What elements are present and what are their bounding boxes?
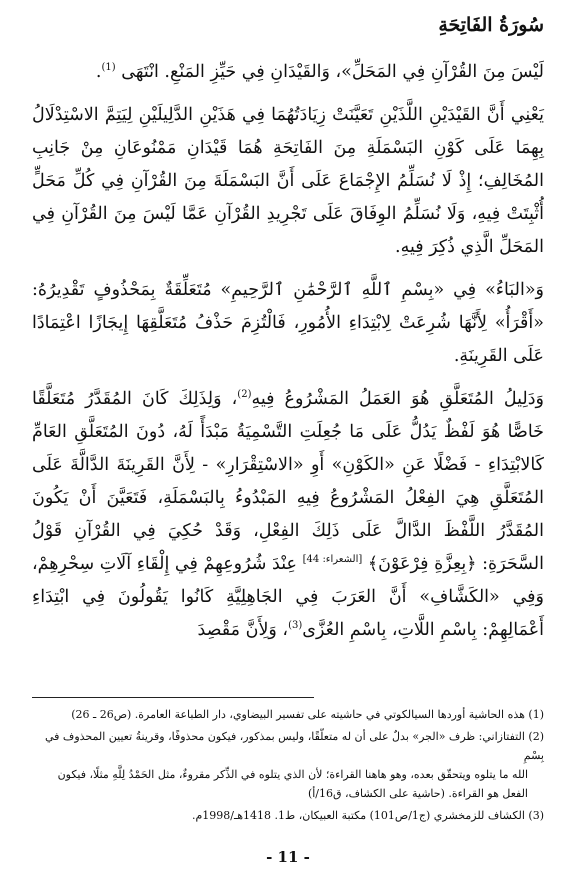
footnote-2-line-1: (2) التفتازاني: ظرف «الجر» بدلٌ على أن له متعلّقًا، وليس بمذكور، فيكون محذوفًا، وقرينةُ تعيين المحذوف في بِسْمِ (45, 730, 544, 762)
footnote-ref-2: (2) (237, 389, 252, 401)
paragraph-4-part-b: ، وَلِذَلِكَ كَانَ المُقَدَّرُ مُتَعَلَّقًا خَاصًّا هُوَ لَفْظٌ يَدُلُّ عَلَى مَا جُعِلَتِ التَّسْمِيَةُ مَبْدَأً لَهُ، دُونَ المُتَعَلَّقِ العَامِّ كَالابْتِدَاءِ - فَضْلًا عَنِ «الكَوْنِ» أَوِ «الاسْتِقْرَارِ» - لِأَنَّ القَرِينَةَ الدَّالَّةَ عَلَى المُتَعَلَّقِ هِيَ الفِعْلُ المَشْرُوعُ فِيهِ المَبْدُوءُ بِالبَسْمَلَةِ، فَتَعَيَّنَ أَنْ يَكُونَ المُقَدَّرُ اللَّفْظَ الدَّالَّ عَلَى ذَلِكَ الفِعْلِ، وَقَدْ حُكِيَ فِي القُرْآنِ قَوْلُ السَّحَرَةِ: ﴿بِعِزَّةِ فِرْعَوْنَ﴾ (32, 389, 544, 574)
paragraph-1 (32, 56, 544, 89)
page-number: - 11 - (266, 848, 310, 866)
paragraph-2: يَعْنِي أَنَّ القَيْدَيْنِ اللَّذَيْنِ تَعَيَّنَتْ زِيَادَتُهُمَا فِي هَذَيْنِ الدَّلِيلَيْنِ لِيَتِمَّ الاسْتِدْلَالُ بِهِمَا عَلَى كَوْنِ البَسْمَلَةِ مِنَ الفَاتِحَةِ هُمَا قَيْدَانِ مَمْنُوعَانِ مِنْ جَانِبِ المُخَالِفِ؛ إِذْ لَا نُسَلِّمُ الإِجْمَاعَ عَلَى أَنَّ البَسْمَلَةَ مِنَ القُرْآنِ فِي كُلِّ مَحَلٍّ أُثْبِتَتْ فِيهِ، وَلَا نُسَلِّمُ الوِفَاقَ عَلَى تَجْرِيدِ القُرْآنِ عَمَّا لَيْسَ مِنَ القُرْآنِ فِي المَحَلِّ الَّذِي ذُكِرَ فِيهِ. (32, 105, 544, 257)
footnote-ref-1: (1) (101, 62, 116, 74)
footnote-2 (32, 727, 544, 803)
footnote-3: (3) الكشاف للزمخشري (ج1/ص101) مكتبة العبيكان، ط1. 1418هـ/1998م. (191, 809, 544, 822)
paragraph-3: وَ«البَاءُ» فِي «بِسْمِ ٱللَّهِ ٱلرَّحْمَٰنِ ٱلرَّحِيمِ» مُتَعَلِّقَةٌ بِمَحْذُوفٍ تَقْدِيرُهُ: «أَقْرَأُ» لِأَنَّهَا شُرِعَتْ لِابْتِدَاءِ الأُمُورِ، فَالْتُزِمَ حَذْفُ مُتَعَلَّقِهَا إِيجَازًا اعْتِمَادًا عَلَى القَرِينَةِ. (32, 280, 544, 366)
footnote-1: (1) هذه الحاشية أوردها السيالكوتي في حاشيته على تفسير البيضاوي، دار الطباعة العامرة. (ص26 ـ 26) (71, 708, 544, 721)
paragraph-4-part-d: ، وَلِأَنَّ مَقْصِدَ (197, 620, 289, 640)
footnote-2-line-2: الله ما يتلوه ويتحقّق بعده، وهو هاهنا القراءة؛ لأن الذي يتلوه في الذِّكر مقروءٌ، مثل الحَمْدُ لِلَّهِ مثلًا، فيكون (57, 768, 528, 781)
footnotes-section (32, 705, 544, 828)
footnote-ref-3: (3) (288, 620, 303, 632)
paragraph-4 (32, 383, 544, 647)
footnote-divider (32, 697, 314, 698)
surah-header-title: سُورَةُ الفَاتِحَةِ (438, 14, 544, 36)
paragraph-4-part-c: عِنْدَ شُرُوعِهِمْ فِي إِلْقَاءِ آلَاتِ سِحْرِهِمْ، وَفِي «الكَشَّافِ» أَنَّ العَرَبَ فِي الجَاهِلِيَّةِ كَانُوا يَقُولُونَ فِي ابْتِدَاءِ أَعْمَالِهِمْ: بِاسْمِ اللَّاتِ، بِاسْمِ العُزَّى (32, 554, 544, 640)
quran-citation: [الشعراء: 44] (302, 554, 363, 566)
footnote-2-line-3: الفعل هو القراءة. (حاشية على الكشاف، ق16/أ) (307, 787, 528, 800)
paragraph-1-tail: . (95, 62, 102, 82)
main-body (32, 56, 544, 657)
paragraph-4-part-a: وَدَلِيلُ المُتَعَلَّقِ هُوَ العَمَلُ المَشْرُوعُ فِيهِ (251, 389, 545, 409)
paragraph-1-text: لَيْسَ مِنَ القُرْآنِ فِي المَحَلِّ»، وَالقَيْدَانِ فِي حَيِّزِ المَنْعِ. انْتَهَى (121, 62, 544, 82)
